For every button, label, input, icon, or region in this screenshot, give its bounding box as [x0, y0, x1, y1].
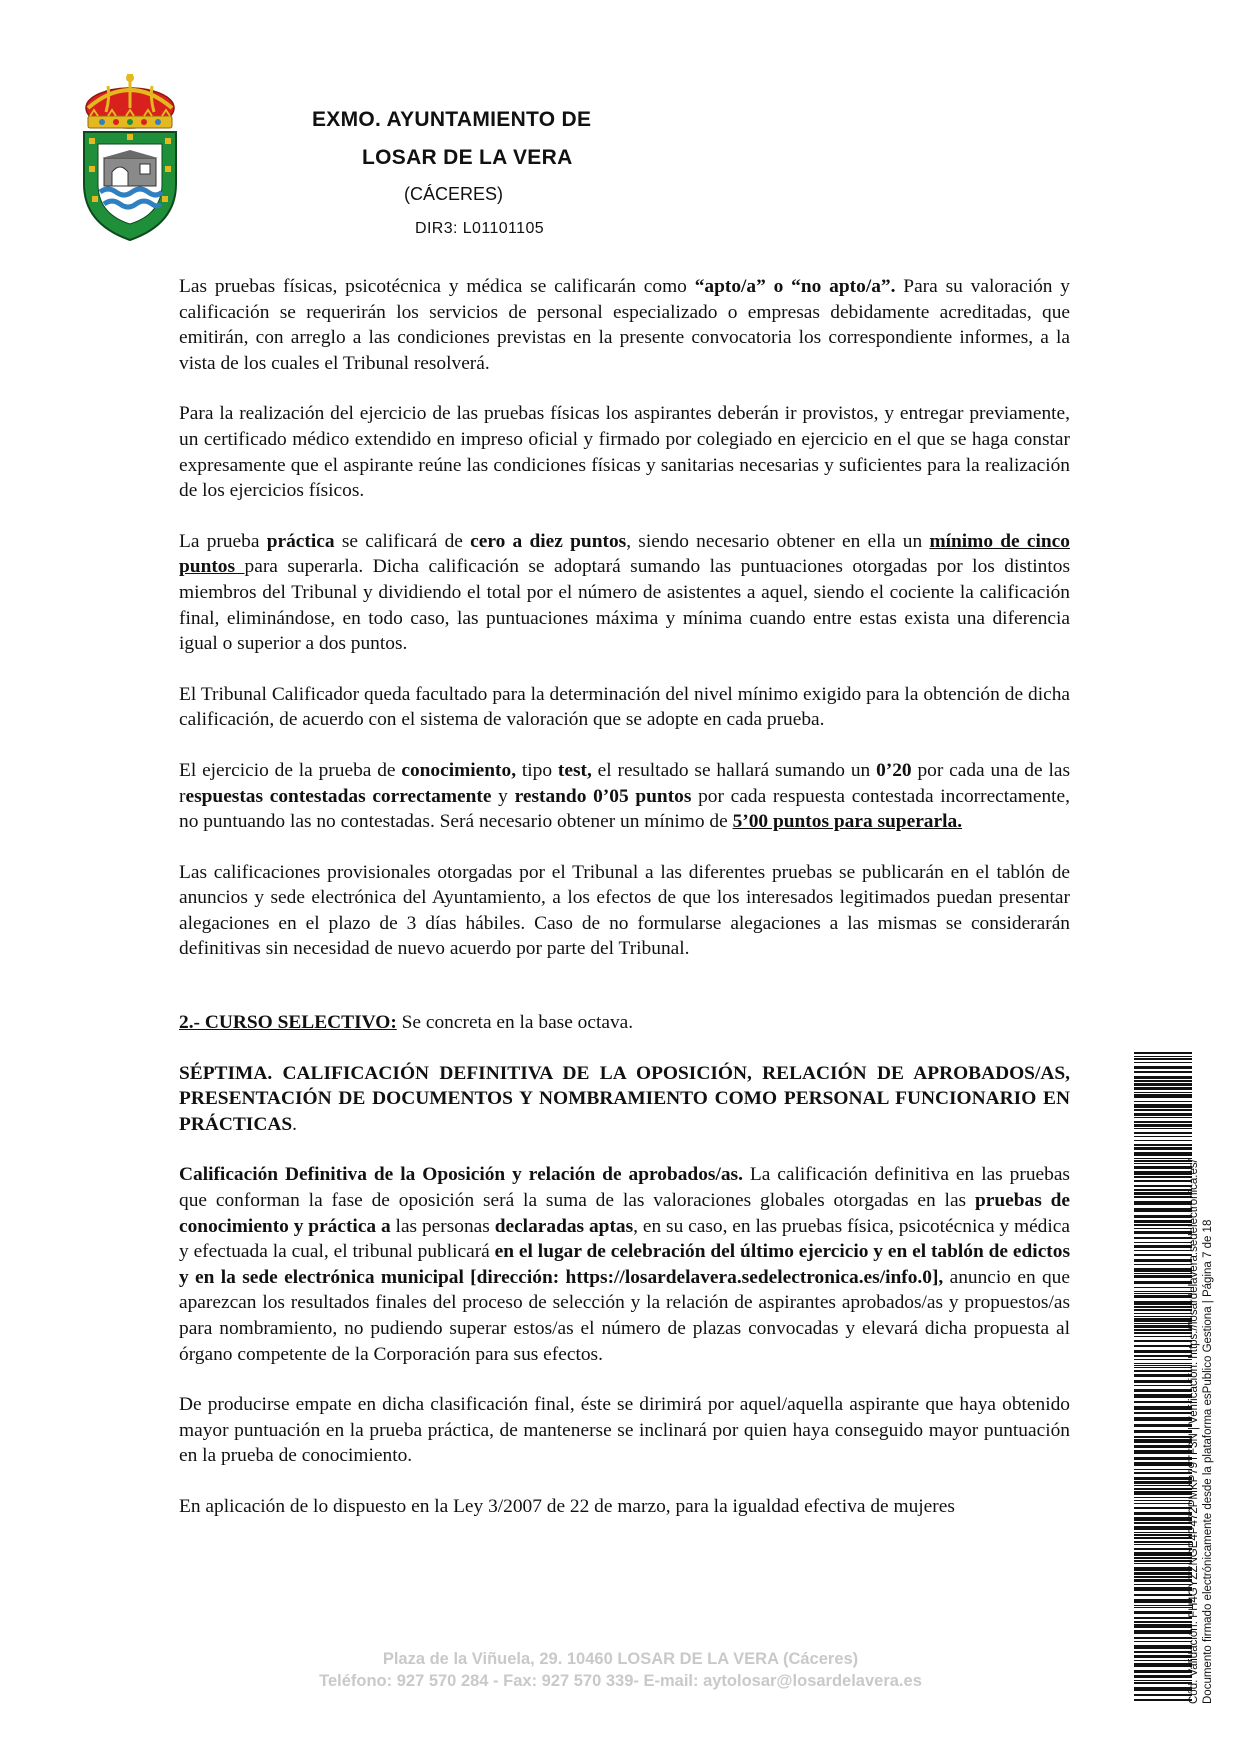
barcode-bar	[1134, 1094, 1192, 1098]
barcode-bar	[1134, 1220, 1192, 1223]
barcode-bar	[1134, 1560, 1192, 1562]
text-run-bold: declaradas aptas	[494, 1215, 634, 1237]
header-line-3: (CÁCERES)	[404, 184, 504, 204]
barcode-bar	[1134, 1517, 1192, 1521]
text-run-bold: restando 0’05 puntos	[514, 785, 692, 807]
barcode-bar	[1134, 1231, 1192, 1234]
barcode-bar	[1134, 1254, 1192, 1256]
paragraph-5	[179, 758, 1070, 835]
barcode-bar	[1134, 1224, 1192, 1226]
paragraph-11: En aplicación de lo dispuesto en la Ley 3/2007 de 22 de marzo, para la igualdad efectiva de mujeres	[179, 1495, 955, 1517]
barcode-bar	[1134, 1124, 1192, 1127]
barcode-bar	[1134, 1572, 1192, 1575]
barcode-bar	[1134, 1242, 1192, 1243]
barcode-bar	[1134, 1485, 1192, 1486]
paragraph-4: El Tribunal Calificador queda facultado para la determinación del nivel mínimo exigido para la obtención de dicha calificación, de acuerdo con el sistema de valoración que se adopte en cada prueba.	[179, 683, 1070, 731]
barcode-bar	[1134, 1563, 1192, 1564]
barcode-bar	[1134, 1370, 1192, 1372]
barcode-bar	[1134, 1071, 1192, 1073]
page-footer	[0, 1648, 1241, 1692]
barcode-bar	[1134, 1694, 1192, 1696]
barcode-bar	[1134, 1406, 1192, 1410]
paragraph-6: Las calificaciones provisionales otorgadas por el Tribunal a las diferentes pruebas se publicarán en el tablón de anuncios y sede electrónica del Ayuntamiento, a los efectos de que los interesados legitimados puedan presentar alegaciones en el plazo de 3 días hábiles. Caso de no formularse alegaciones a las mismas se considerarán definitivas sin necesidad de nuevo acuerdo por parte del Tribunal.	[179, 861, 1070, 960]
text-run-bold: espuestas contestadas correctamente	[185, 785, 492, 807]
barcode-bar	[1134, 1630, 1192, 1634]
barcode-bar	[1134, 1637, 1192, 1639]
barcode-bar	[1134, 1318, 1192, 1322]
text-run: , siendo necesario obtener en ella un	[626, 530, 930, 552]
section-heading-septima: SÉPTIMA. CALIFICACIÓN DEFINITIVA DE LA OPOSICIÓN, RELACIÓN DE APROBADOS/AS, PRESENTACIÓN DE DOCUMENTOS Y NOMBRAMIENTO COMO PERSONAL FUNCIONARIO EN PRÁCTICAS	[179, 1062, 1070, 1135]
barcode-bar	[1134, 1663, 1192, 1667]
barcode-bar	[1134, 1264, 1192, 1265]
barcode-bar	[1134, 1350, 1192, 1353]
barcode-bar	[1134, 1512, 1192, 1515]
text-run: El ejercicio de la prueba de	[179, 759, 402, 781]
barcode-bar	[1134, 1171, 1192, 1175]
barcode-bar	[1134, 1445, 1192, 1448]
text-run-bold: conocimiento,	[401, 759, 517, 781]
header-line-2: LOSAR DE LA VERA	[362, 146, 573, 169]
barcode-bar	[1134, 1109, 1192, 1111]
barcode-bar	[1134, 1332, 1192, 1334]
barcode-bar	[1134, 1245, 1192, 1248]
barcode-bar	[1134, 1355, 1192, 1357]
barcode-bar	[1134, 1477, 1192, 1480]
barcode-bar	[1134, 1076, 1192, 1079]
barcode-bar	[1134, 1450, 1192, 1454]
barcode-bar	[1134, 1301, 1192, 1305]
barcode-bar	[1134, 1507, 1192, 1509]
barcode-bar	[1134, 1412, 1192, 1414]
paragraph-3	[179, 529, 1070, 657]
barcode-bar	[1134, 1152, 1192, 1156]
barcode-bar	[1134, 1052, 1192, 1054]
barcode-bar	[1134, 1147, 1192, 1150]
text-run: , en su caso, en las pruebas física, psicotécnica y médica y efectuada la cual, el tribunal publicará	[179, 1215, 1070, 1263]
text-run-bold: en el lugar de celebración del último ejercicio y en el tablón de edictos y en la sede electrónica municipal [dirección: https://losardelavera.sedelectronica.es/info.0],	[179, 1241, 1070, 1288]
barcode-bar	[1134, 1621, 1192, 1623]
barcode-bar	[1134, 1488, 1192, 1490]
barcode-bar	[1134, 1144, 1192, 1146]
barcode-bar	[1134, 1380, 1192, 1383]
barcode-bar	[1134, 1481, 1192, 1484]
barcode-bar	[1134, 1163, 1192, 1164]
barcode-bar	[1134, 1309, 1192, 1311]
barcode-bar	[1134, 1259, 1192, 1262]
barcode-bar	[1134, 1660, 1192, 1661]
barcode-bar	[1134, 1584, 1192, 1585]
barcode-bar	[1134, 1275, 1192, 1278]
barcode-bar	[1134, 1201, 1192, 1205]
barcode-bar	[1134, 1624, 1192, 1628]
barcode-bar	[1134, 1080, 1192, 1082]
barcode-bar	[1134, 1180, 1192, 1182]
barcode-bar	[1134, 1532, 1192, 1533]
barcode-bar	[1134, 1113, 1192, 1116]
paragraph-10: De producirse empate en dicha clasificación final, éste se dirimirá por aquel/aquella aspirante que haya obtenido mayor puntuación en la prueba práctica, de mantenerse se inclinará por quien haya conseguido mayor puntuación en la prueba de conocimiento.	[179, 1394, 1070, 1467]
text-run-bold-underline: 5’00 puntos para superarla.	[732, 811, 963, 833]
barcode-bar	[1134, 1291, 1192, 1292]
text-run: el resultado se hallará sumando un	[591, 759, 877, 781]
barcode-bar	[1134, 1457, 1192, 1460]
text-run: Se concreta en la base octava.	[396, 1012, 634, 1034]
text-run-bold: práctica	[266, 530, 335, 552]
barcode-bar	[1134, 1365, 1192, 1366]
spacer	[179, 962, 1070, 1010]
barcode-bar	[1134, 1497, 1192, 1498]
barcode-bar	[1134, 1579, 1192, 1582]
barcode-bar	[1134, 1557, 1192, 1559]
text-run: La prueba	[179, 530, 267, 552]
barcode-bar	[1134, 1417, 1192, 1421]
barcode-bar	[1134, 1306, 1192, 1308]
validation-line-1: Cód. Validación: FH4GYZZNGE4P472PMKP79TF3N | Verificación: https://losardelavera.sedelectronica.es/	[1188, 1159, 1200, 1704]
barcode-bar	[1134, 1329, 1192, 1331]
barcode-bar	[1134, 1394, 1192, 1398]
barcode-bar	[1134, 1273, 1192, 1274]
barcode-bar	[1134, 1121, 1192, 1123]
text-run-bold: 0’20	[876, 759, 912, 781]
barcode-bar	[1134, 1196, 1192, 1198]
barcode-bar	[1134, 1250, 1192, 1251]
barcode-bar	[1134, 1287, 1192, 1288]
text-run-bold-underline: mínimo de cinco puntos	[179, 530, 1070, 578]
barcode-bar	[1134, 1237, 1192, 1239]
barcode-bar	[1134, 1345, 1192, 1347]
barcode-bar	[1134, 1541, 1192, 1543]
barcode-bar	[1134, 1682, 1192, 1684]
barcode-bar	[1134, 1313, 1192, 1314]
header-line-1: EXMO. AYUNTAMIENTO DE	[312, 108, 592, 131]
barcode-bar	[1134, 1651, 1192, 1653]
barcode-bar	[1134, 1503, 1192, 1504]
barcode-bar	[1134, 1192, 1192, 1195]
barcode-bar	[1134, 1526, 1192, 1530]
barcode-bar	[1134, 1359, 1192, 1360]
barcode-bar	[1134, 1670, 1192, 1673]
text-run-bold: Calificación Definitiva de la Oposición y relación de aprobados/as.	[179, 1164, 743, 1186]
barcode-bar	[1134, 1552, 1192, 1556]
barcode-bar	[1134, 1645, 1192, 1649]
barcode-bar	[1134, 1641, 1192, 1642]
barcode-bar	[1134, 1185, 1192, 1187]
barcode-bar	[1134, 1687, 1192, 1691]
barcode-bar	[1134, 1655, 1192, 1658]
validation-strip	[1187, 1159, 1215, 1704]
barcode-bar	[1134, 1208, 1192, 1212]
barcode-bar	[1134, 1104, 1192, 1108]
text-run: por cada respuesta contestada incorrectamente, no puntuando las no contestadas. Será necesario obtener un mínimo de	[179, 785, 1071, 833]
barcode-bar	[1134, 1228, 1192, 1229]
barcode-bar	[1134, 1576, 1192, 1578]
barcode-bar	[1134, 1548, 1192, 1550]
barcode-bar	[1134, 1439, 1192, 1443]
section-heading-curso-selectivo: 2.- CURSO SELECTIVO:	[179, 1012, 397, 1034]
barcode-bar	[1134, 1472, 1192, 1474]
barcode-bar	[1134, 1293, 1192, 1294]
footer-address: Plaza de la Viñuela, 29. 10460 LOSAR DE LA VERA (Cáceres)	[382, 1650, 859, 1668]
barcode-bar	[1134, 1176, 1192, 1178]
barcode-bar	[1134, 1062, 1192, 1063]
text-run-bold: pruebas de conocimiento y práctica a	[179, 1190, 1070, 1237]
text-run-bold: cero a diez puntos	[470, 530, 627, 552]
text-run: y	[491, 785, 515, 807]
barcode-bar	[1134, 1117, 1192, 1118]
barcode-bar	[1134, 1092, 1192, 1093]
barcode-bar	[1134, 1325, 1192, 1328]
barcode-bar	[1134, 1268, 1192, 1272]
text-run: .	[292, 1113, 297, 1135]
text-run: para superarla. Dicha calificación se adoptará sumando las puntuaciones otorgadas por los distintos miembros del Tribunal y dividiendo el total por el número de asistentes a aquel, siendo el cociente la calificación final, eliminándose, en todo caso, las puntuaciones máxima y mínima cuando entre estas exista una diferencia igual o superior a dos puntos.	[179, 556, 1070, 655]
barcode-bar	[1134, 1500, 1192, 1501]
barcode-bar	[1134, 1607, 1192, 1608]
barcode-bar	[1134, 1374, 1192, 1377]
barcode-bar	[1134, 1544, 1192, 1545]
barcode-bar	[1134, 1140, 1192, 1141]
barcode-bar	[1134, 1316, 1192, 1317]
barcode-icon	[1134, 1052, 1192, 1702]
barcode-bar	[1134, 1281, 1192, 1284]
barcode-bar	[1134, 1534, 1192, 1536]
text-run: por cada una de las r	[179, 759, 1070, 807]
barcode-bar	[1134, 1617, 1192, 1619]
barcode-bar	[1134, 1295, 1192, 1298]
text-run-bold: test,	[557, 759, 592, 781]
barcode-bar	[1134, 1462, 1192, 1466]
barcode-bar	[1134, 1215, 1192, 1218]
barcode-bar	[1134, 1087, 1192, 1090]
barcode-bar	[1134, 1128, 1192, 1129]
barcode-bar	[1134, 1323, 1192, 1324]
barcode-bar	[1134, 1611, 1192, 1614]
text-run: tipo	[516, 759, 558, 781]
barcode-bar	[1134, 1385, 1192, 1386]
text-run: las personas	[390, 1215, 495, 1237]
footer-contact: Teléfono: 927 570 284 - Fax: 927 570 339- E-mail: aytolosar@losardelavera.es	[319, 1672, 922, 1690]
paragraph-9	[179, 1162, 1070, 1367]
barcode-bar	[1134, 1056, 1192, 1057]
barcode-bar	[1134, 1594, 1192, 1596]
barcode-bar	[1134, 1336, 1192, 1337]
barcode-bar	[1134, 1680, 1192, 1681]
document-body	[179, 274, 1070, 1545]
barcode-bar	[1134, 1469, 1192, 1470]
text-run: La calificación definitiva en las pruebas que conforman la fase de oposición será la suma de las valoraciones globales otorgadas en las	[179, 1164, 1070, 1212]
barcode-bar	[1134, 1699, 1192, 1701]
barcode-bar	[1134, 1166, 1192, 1169]
barcode-bar	[1134, 1430, 1192, 1433]
barcode-bar	[1134, 1340, 1192, 1342]
validation-line-2: Documento firmado electrónicamente desde la plataforma esPublico Gestiona | Página 7 de 18	[1202, 1219, 1214, 1704]
barcode-bar	[1134, 1066, 1192, 1069]
barcode-bar	[1134, 1567, 1192, 1571]
text-run: se calificará de	[334, 530, 471, 552]
text-run: Para su valoración y calificación se requerirán los servicios de personal especializado o empresas debidamente acreditadas, que emitirán, con arreglo a las condiciones previstas en la presente convocatoria los correspondiente informes, a la vista de los cuales el Tribunal resolverá.	[179, 276, 1071, 374]
barcode-bar	[1134, 1058, 1192, 1060]
barcode-bar	[1134, 1537, 1192, 1539]
barcode-bar	[1134, 1132, 1192, 1134]
barcode-bar	[1134, 1675, 1192, 1678]
text-run-bold: “apto/a” o “no apto/a”.	[694, 276, 896, 297]
barcode-bar	[1134, 1160, 1192, 1162]
barcode-bar	[1134, 1367, 1192, 1368]
barcode-bar	[1134, 1522, 1192, 1524]
barcode-bar	[1134, 1605, 1192, 1606]
text-run: anuncio en que aparezcan los resultados finales del proceso de selección y la relación de aspirantes aprobados/as y propuestos/as para nombramiento, no pudiendo superar estos/as el número de plazas convocadas y elevará dicha propuesta al órgano competente de la Corporación para sus efectos.	[179, 1266, 1070, 1365]
barcode-bar	[1134, 1363, 1192, 1364]
barcode-bar	[1134, 1436, 1192, 1438]
barcode-bar	[1134, 1101, 1192, 1102]
text-run: Las pruebas físicas, psicotécnica y médica se calificarán como	[179, 276, 695, 297]
barcode-bar	[1134, 1189, 1192, 1191]
barcode-bar	[1134, 1136, 1192, 1137]
barcode-bar	[1134, 1587, 1192, 1591]
barcode-bar	[1134, 1083, 1192, 1086]
coat-of-arms-icon	[80, 74, 180, 244]
header-dir3-code: DIR3: L01101105	[415, 220, 545, 237]
barcode-bar	[1134, 1599, 1192, 1603]
paragraph-2: Para la realización del ejercicio de las pruebas físicas los aspirantes deberán ir provistos, y entregar previamente, un certificado médico extendido en impreso oficial y firmado por colegiado en ejercicio en el que se haga constar expresamente que el aspirante reúne las condiciones físicas y sanitarias necesarias y suficientes para la realización de los ejercicios físicos.	[179, 403, 1070, 502]
paragraph-1	[179, 274, 1070, 376]
barcode-bar	[1134, 1158, 1192, 1159]
paragraph-7	[179, 1010, 1070, 1036]
barcode-bar	[1134, 1401, 1192, 1403]
paragraph-8-heading	[179, 1061, 1070, 1138]
barcode-bar	[1134, 1424, 1192, 1427]
barcode-bar	[1134, 1491, 1192, 1495]
barcode-bar	[1134, 1389, 1192, 1392]
